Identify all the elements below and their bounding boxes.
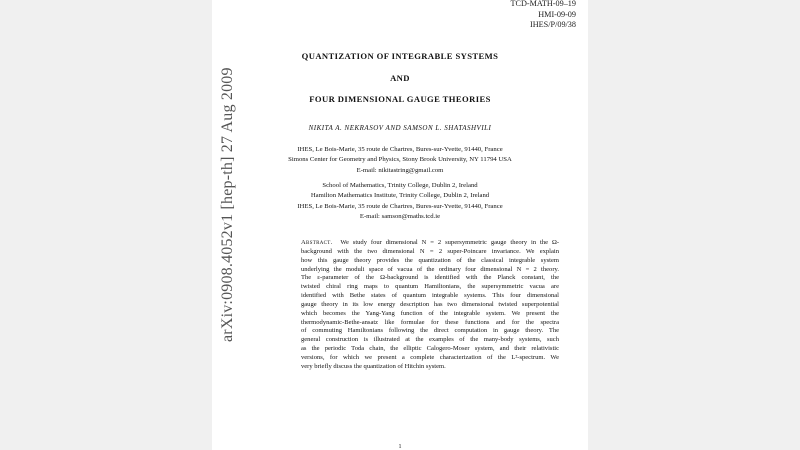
abstract-line: as the periodic Toda chain, the elliptic Calogero-Moser system, and their relativistic [301,345,559,353]
abstract [301,239,559,372]
abstract-line: thermodynamic-Bethe-ansatz like formulae for these functions and for the spectra [301,318,559,326]
abstract-line: twisted chiral ring maps to quantum Hamiltonians, the supersymmetric vacua are [301,283,559,291]
abstract-line: Abstract. We study four dimensional N = 2 supersymmetric gauge theory in the Ω- [301,239,560,246]
affiliation-email: E-mail: samson@maths.tcd.ie [359,213,441,221]
affiliation-2 [212,181,588,223]
affiliation-1 [212,145,588,176]
left-margin-background [0,0,212,450]
abstract-line: gauge theory in its low energy description has two dimensional twisted superpotential [301,300,559,308]
title-line-1: QUANTIZATION OF INTEGRABLE SYSTEMS [301,51,499,61]
affiliation-line: IHES, Le Bois-Marie, 35 route de Chartres, Bures-sur-Yvette, 91440, France [297,202,503,210]
page-number: 1 [398,444,402,450]
report-numbers [511,0,577,31]
abstract-line: general construction is illustrated at the examples of the many-body systems, such [301,336,559,344]
right-margin-background [588,0,800,450]
abstract-line: of commuting Hamiltonians following the direct computation in gauge theory. The [301,327,559,335]
affiliation-line: School of Mathematics, Trinity College, Dublin 2, Ireland [322,182,478,189]
abstract-line: which becomes the Yang-Yang function of the integrable system. We present the [301,309,559,317]
paper-page [212,0,588,450]
report-number: HMI-09-09 [538,9,576,19]
affiliation-line: Hamilton Mathematics Institute, Trinity College, Dublin 2, Ireland [310,192,490,200]
title-line-3: FOUR DIMENSIONAL GAUGE THEORIES [309,94,491,104]
title-line-2: AND [390,73,410,83]
abstract-line: underlying the moduli space of vacua of the ordinary four dimensional N = 2 theory. [301,265,559,273]
report-number: TCD-MATH-09–19 [510,0,576,8]
authors: NIKITA A. NEKRASOV AND SAMSON L. SHATASHVILI [308,124,492,132]
abstract-line: versions, for which we present a complete characterization of the L²-spectrum. We [301,353,559,361]
affiliation-line: Simons Center for Geometry and Physics, Stony Brook University, NY 11794 USA [288,156,512,164]
abstract-line: The ε-parameter of the Ω-background is identified with the Planck constant, the [301,274,559,282]
abstract-line: background with the two dimensional N = 2 super-Poincare invariance. We explain [301,247,559,255]
affiliation-line: IHES, Le Bois-Marie, 35 route de Chartres, Bures-sur-Yvette, 91440, France [297,146,503,153]
abstract-line: how this gauge theory provides the quantization of the classical integrable system [301,256,559,264]
abstract-line: identified with Bethe states of quantum integrable systems. This four dimensional [301,292,559,300]
abstract-heading: Abstract. [301,239,333,246]
report-number: IHES/P/09/38 [530,20,576,30]
affiliation-email: E-mail: nikitastring@gmail.com [356,166,444,174]
arxiv-stamp: arXiv:0908.4052v1 [hep-th] 27 Aug 2009 [219,67,236,342]
abstract-line: very briefly discuss the quantization of Hitchin system. [301,362,446,370]
